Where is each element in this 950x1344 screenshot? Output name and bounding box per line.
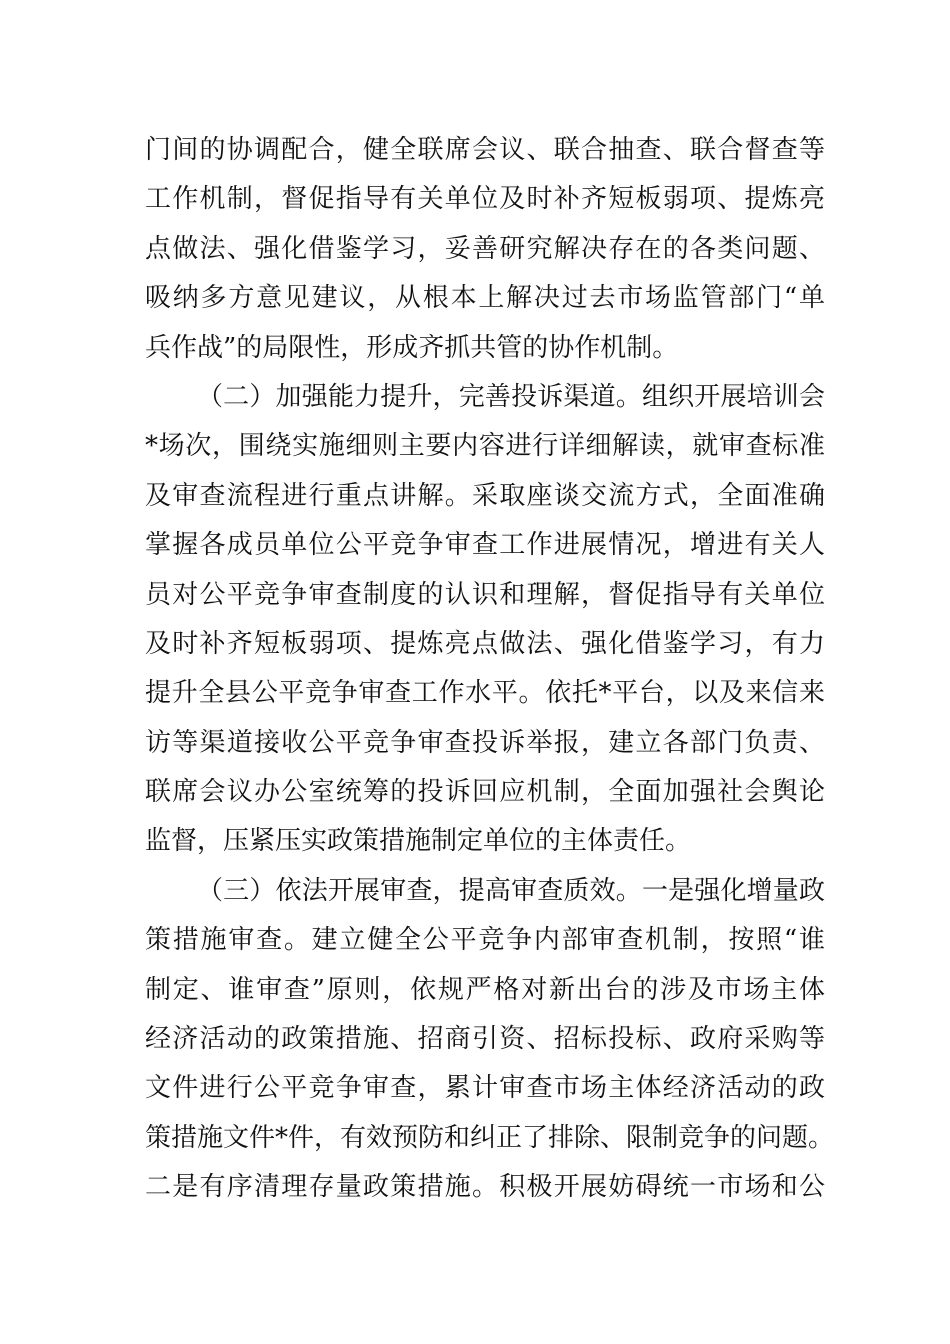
text-line: 点做法、强化借鉴学习，妥善研究解决存在的各类问题、 <box>145 233 825 264</box>
section-heading-line: （二）加强能力提升，完善投诉渠道。组织开展培训会 <box>197 381 825 412</box>
text-line: 吸纳多方意见建议，从根本上解决过去市场监管部门“单 <box>145 283 825 314</box>
text-line: 兵作战”的局限性，形成齐抓共管的协作机制。 <box>145 332 679 363</box>
text-line: 二是有序清理存量政策措施。积极开展妨碍统一市场和公 <box>145 1172 825 1203</box>
text-line: 经济活动的政策措施、招商引资、招标投标、政府采购等 <box>145 1024 825 1055</box>
text-line: *场次，围绕实施细则主要内容进行详细解读，就审查标准 <box>145 431 825 462</box>
text-line: 访等渠道接收公平竞争审查投诉举报，建立各部门负责、 <box>145 727 825 758</box>
text-line: 门间的协调配合，健全联席会议、联合抽查、联合督查等 <box>145 135 825 165</box>
text-line: 联席会议办公室统筹的投诉回应机制，全面加强社会舆论 <box>145 777 825 808</box>
text-line: 及审查流程进行重点讲解。采取座谈交流方式，全面准确 <box>145 480 825 511</box>
text-line: 策措施审查。建立健全公平竞争内部审查机制，按照“谁 <box>145 925 825 956</box>
text-line: 员对公平竞争审查制度的认识和理解，督促指导有关单位 <box>145 579 825 610</box>
text-line: 监督，压紧压实政策措施制定单位的主体责任。 <box>145 826 692 857</box>
text-line: 提升全县公平竞争审查工作水平。依托*平台，以及来信来 <box>145 678 825 709</box>
text-line: 策措施文件*件，有效预防和纠正了排除、限制竞争的问题。 <box>145 1122 835 1153</box>
section-heading-line: （三）依法开展审查，提高审查质效。一是强化增量政 <box>197 875 825 906</box>
body-text <box>145 126 835 1213</box>
text-line: 工作机制，督促指导有关单位及时补齐短板弱项、提炼亮 <box>145 184 825 215</box>
text-line: 及时补齐短板弱项、提炼亮点做法、强化借鉴学习，有力 <box>145 628 825 659</box>
text-line: 文件进行公平竞争审查，累计审查市场主体经济活动的政 <box>145 1073 825 1104</box>
text-line: 制定、谁审查”原则，依规严格对新出台的涉及市场主体 <box>145 974 825 1005</box>
text-line: 掌握各成员单位公平竞争审查工作进展情况，增进有关人 <box>145 530 825 561</box>
